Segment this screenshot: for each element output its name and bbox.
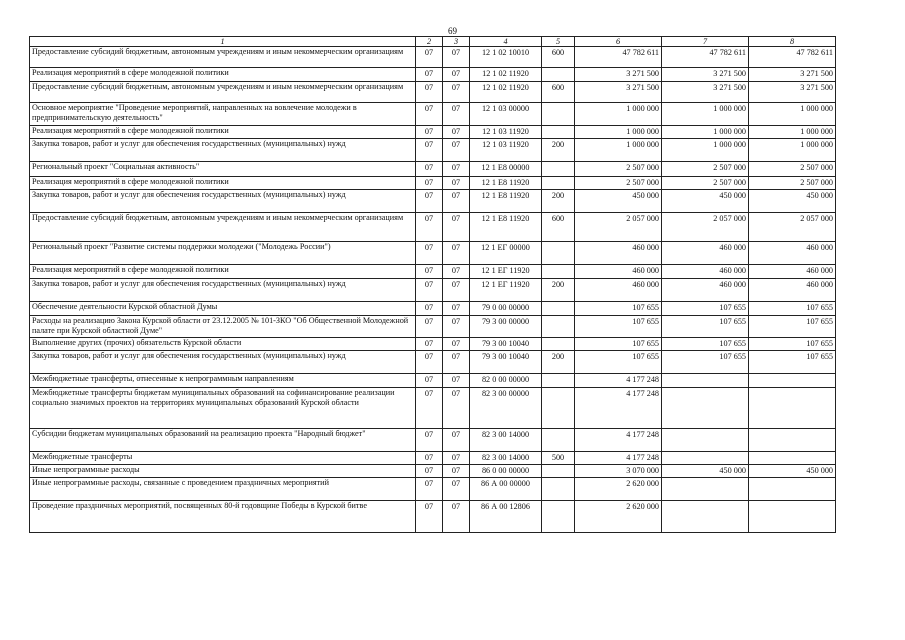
section-code-cell: 07 (416, 103, 443, 126)
column-number-row (30, 37, 836, 47)
target-article-cell: 12 1 E8 11920 (470, 213, 542, 242)
table-row (30, 374, 836, 388)
amount-2-cell: 107 655 (662, 316, 749, 338)
expense-type-cell (542, 265, 575, 279)
amount-2-cell (662, 429, 749, 452)
row-name-cell: Закупка товаров, работ и услуг для обеспечения государственных (муниципальных) нужд (30, 139, 416, 162)
row-name-cell: Реализация мероприятий в сфере молодежной политики (30, 177, 416, 190)
amount-2-cell: 107 655 (662, 338, 749, 351)
expense-type-cell (542, 177, 575, 190)
expense-type-cell (542, 374, 575, 388)
amount-1-cell: 2 507 000 (575, 162, 662, 177)
subsection-code-cell: 07 (443, 213, 470, 242)
expense-type-cell (542, 501, 575, 533)
table-row (30, 103, 836, 126)
subsection-code-cell: 07 (443, 68, 470, 82)
amount-3-cell (749, 501, 836, 533)
column-header: 8 (749, 37, 836, 47)
section-code-cell: 07 (416, 351, 443, 374)
budget-table (29, 36, 836, 533)
table-row (30, 177, 836, 190)
target-article-cell: 12 1 E8 00000 (470, 162, 542, 177)
amount-2-cell: 47 782 611 (662, 47, 749, 68)
amount-1-cell: 107 655 (575, 351, 662, 374)
row-name-cell: Закупка товаров, работ и услуг для обеспечения государственных (муниципальных) нужд (30, 190, 416, 213)
amount-1-cell: 4 177 248 (575, 452, 662, 465)
row-name-cell: Иные непрограммные расходы, связанные с проведением праздничных мероприятий (30, 478, 416, 501)
amount-3-cell: 107 655 (749, 351, 836, 374)
amount-2-cell: 2 507 000 (662, 162, 749, 177)
expense-type-cell (542, 388, 575, 429)
amount-2-cell (662, 452, 749, 465)
subsection-code-cell: 07 (443, 465, 470, 478)
amount-3-cell (749, 374, 836, 388)
amount-3-cell: 3 271 500 (749, 68, 836, 82)
subsection-code-cell: 07 (443, 351, 470, 374)
amount-1-cell: 1 000 000 (575, 126, 662, 139)
amount-3-cell (749, 478, 836, 501)
table-row (30, 139, 836, 162)
table-row (30, 465, 836, 478)
section-code-cell: 07 (416, 139, 443, 162)
target-article-cell: 79 3 00 10040 (470, 338, 542, 351)
section-code-cell: 07 (416, 177, 443, 190)
target-article-cell: 86 0 00 00000 (470, 465, 542, 478)
amount-2-cell: 2 057 000 (662, 213, 749, 242)
amount-2-cell: 107 655 (662, 302, 749, 316)
column-header: 7 (662, 37, 749, 47)
column-header: 1 (30, 37, 416, 47)
table-row (30, 242, 836, 265)
table-row (30, 162, 836, 177)
amount-2-cell: 107 655 (662, 351, 749, 374)
subsection-code-cell: 07 (443, 47, 470, 68)
row-name-cell: Межбюджетные трансферты, отнесенные к непрограммным направлениям (30, 374, 416, 388)
table-row (30, 351, 836, 374)
target-article-cell: 12 1 02 10010 (470, 47, 542, 68)
section-code-cell: 07 (416, 126, 443, 139)
expense-type-cell: 600 (542, 213, 575, 242)
expense-type-cell: 200 (542, 139, 575, 162)
target-article-cell: 12 1 03 11920 (470, 139, 542, 162)
amount-1-cell: 460 000 (575, 265, 662, 279)
amount-3-cell (749, 452, 836, 465)
amount-1-cell: 4 177 248 (575, 388, 662, 429)
amount-1-cell: 1 000 000 (575, 139, 662, 162)
table-row (30, 265, 836, 279)
amount-3-cell: 460 000 (749, 242, 836, 265)
section-code-cell: 07 (416, 47, 443, 68)
amount-2-cell: 2 507 000 (662, 177, 749, 190)
expense-type-cell (542, 126, 575, 139)
amount-1-cell: 107 655 (575, 302, 662, 316)
section-code-cell: 07 (416, 213, 443, 242)
amount-3-cell: 107 655 (749, 338, 836, 351)
row-name-cell: Проведение праздничных мероприятий, посвященных 80-й годовщине Победы в Курской битве (30, 501, 416, 533)
expense-type-cell: 600 (542, 47, 575, 68)
target-article-cell: 82 3 00 14000 (470, 452, 542, 465)
subsection-code-cell: 07 (443, 478, 470, 501)
expense-type-cell (542, 465, 575, 478)
amount-1-cell: 47 782 611 (575, 47, 662, 68)
target-article-cell: 82 3 00 00000 (470, 388, 542, 429)
subsection-code-cell: 07 (443, 279, 470, 302)
amount-2-cell: 1 000 000 (662, 139, 749, 162)
row-name-cell: Закупка товаров, работ и услуг для обеспечения государственных (муниципальных) нужд (30, 279, 416, 302)
expense-type-cell: 200 (542, 190, 575, 213)
table-row (30, 316, 836, 338)
target-article-cell: 82 3 00 14000 (470, 429, 542, 452)
expense-type-cell: 200 (542, 279, 575, 302)
amount-1-cell: 460 000 (575, 279, 662, 302)
amount-3-cell: 450 000 (749, 465, 836, 478)
subsection-code-cell: 07 (443, 316, 470, 338)
expense-type-cell (542, 103, 575, 126)
expense-type-cell (542, 68, 575, 82)
target-article-cell: 82 0 00 00000 (470, 374, 542, 388)
target-article-cell: 12 1 02 11920 (470, 68, 542, 82)
amount-2-cell: 1 000 000 (662, 126, 749, 139)
subsection-code-cell: 07 (443, 82, 470, 103)
section-code-cell: 07 (416, 68, 443, 82)
amount-1-cell: 3 271 500 (575, 82, 662, 103)
subsection-code-cell: 07 (443, 452, 470, 465)
section-code-cell: 07 (416, 452, 443, 465)
subsection-code-cell: 07 (443, 374, 470, 388)
subsection-code-cell: 07 (443, 265, 470, 279)
target-article-cell: 12 1 ЕГ 00000 (470, 242, 542, 265)
table-row (30, 478, 836, 501)
amount-1-cell: 3 070 000 (575, 465, 662, 478)
amount-3-cell (749, 388, 836, 429)
amount-2-cell: 3 271 500 (662, 82, 749, 103)
column-header: 5 (542, 37, 575, 47)
table-row (30, 82, 836, 103)
section-code-cell: 07 (416, 338, 443, 351)
subsection-code-cell: 07 (443, 190, 470, 213)
section-code-cell: 07 (416, 265, 443, 279)
amount-2-cell: 3 271 500 (662, 68, 749, 82)
amount-3-cell: 107 655 (749, 316, 836, 338)
expense-type-cell: 500 (542, 452, 575, 465)
expense-type-cell (542, 478, 575, 501)
column-header: 6 (575, 37, 662, 47)
section-code-cell: 07 (416, 388, 443, 429)
column-header: 3 (443, 37, 470, 47)
table-row (30, 302, 836, 316)
table-row (30, 213, 836, 242)
amount-1-cell: 3 271 500 (575, 68, 662, 82)
table-row (30, 68, 836, 82)
section-code-cell: 07 (416, 82, 443, 103)
section-code-cell: 07 (416, 429, 443, 452)
expense-type-cell (542, 302, 575, 316)
section-code-cell: 07 (416, 501, 443, 533)
target-article-cell: 12 1 ЕГ 11920 (470, 265, 542, 279)
expense-type-cell (542, 162, 575, 177)
table-row (30, 429, 836, 452)
subsection-code-cell: 07 (443, 242, 470, 265)
subsection-code-cell: 07 (443, 338, 470, 351)
amount-1-cell: 107 655 (575, 316, 662, 338)
amount-1-cell: 450 000 (575, 190, 662, 213)
page-number: 69 (448, 26, 457, 36)
row-name-cell: Реализация мероприятий в сфере молодежной политики (30, 68, 416, 82)
amount-1-cell: 2 620 000 (575, 501, 662, 533)
row-name-cell: Выполнение других (прочих) обязательств Курской области (30, 338, 416, 351)
subsection-code-cell: 07 (443, 139, 470, 162)
amount-1-cell: 4 177 248 (575, 374, 662, 388)
amount-2-cell: 450 000 (662, 190, 749, 213)
row-name-cell: Межбюджетные трансферты бюджетам муниципальных образований на софинансирование реализации социально значимых проектов на территориях муниципальных образований Курской области (30, 388, 416, 429)
table-row (30, 388, 836, 429)
subsection-code-cell: 07 (443, 388, 470, 429)
amount-2-cell (662, 388, 749, 429)
section-code-cell: 07 (416, 302, 443, 316)
amount-3-cell: 1 000 000 (749, 139, 836, 162)
subsection-code-cell: 07 (443, 162, 470, 177)
amount-3-cell: 460 000 (749, 279, 836, 302)
amount-3-cell: 3 271 500 (749, 82, 836, 103)
target-article-cell: 86 А 00 12806 (470, 501, 542, 533)
section-code-cell: 07 (416, 279, 443, 302)
target-article-cell: 12 1 03 00000 (470, 103, 542, 126)
target-article-cell: 12 1 02 11920 (470, 82, 542, 103)
subsection-code-cell: 07 (443, 501, 470, 533)
target-article-cell: 12 1 E8 11920 (470, 190, 542, 213)
row-name-cell: Основное мероприятие "Проведение мероприятий, направленных на вовлечение молодежи в предпринимательскую деятельность" (30, 103, 416, 126)
column-header: 2 (416, 37, 443, 47)
amount-2-cell: 460 000 (662, 242, 749, 265)
section-code-cell: 07 (416, 374, 443, 388)
expense-type-cell (542, 429, 575, 452)
amount-2-cell: 460 000 (662, 265, 749, 279)
row-name-cell: Предоставление субсидий бюджетным, автономным учреждениям и иным некоммерческим организациям (30, 82, 416, 103)
section-code-cell: 07 (416, 242, 443, 265)
amount-3-cell: 460 000 (749, 265, 836, 279)
row-name-cell: Региональный проект "Развитие системы поддержки молодежи ("Молодежь России") (30, 242, 416, 265)
expense-type-cell (542, 242, 575, 265)
row-name-cell: Иные непрограммные расходы (30, 465, 416, 478)
subsection-code-cell: 07 (443, 177, 470, 190)
amount-3-cell: 47 782 611 (749, 47, 836, 68)
subsection-code-cell: 07 (443, 429, 470, 452)
target-article-cell: 12 1 E8 11920 (470, 177, 542, 190)
amount-3-cell: 2 507 000 (749, 177, 836, 190)
row-name-cell: Региональный проект "Социальная активность" (30, 162, 416, 177)
amount-3-cell: 107 655 (749, 302, 836, 316)
table-row (30, 338, 836, 351)
table-row (30, 47, 836, 68)
amount-2-cell (662, 478, 749, 501)
amount-2-cell (662, 374, 749, 388)
row-name-cell: Реализация мероприятий в сфере молодежной политики (30, 265, 416, 279)
target-article-cell: 79 3 00 10040 (470, 351, 542, 374)
table-row (30, 452, 836, 465)
amount-2-cell: 460 000 (662, 279, 749, 302)
row-name-cell: Предоставление субсидий бюджетным, автономным учреждениям и иным некоммерческим организациям (30, 47, 416, 68)
table-row (30, 190, 836, 213)
section-code-cell: 07 (416, 162, 443, 177)
table-row (30, 279, 836, 302)
table-row (30, 126, 836, 139)
amount-1-cell: 2 507 000 (575, 177, 662, 190)
amount-3-cell: 1 000 000 (749, 126, 836, 139)
subsection-code-cell: 07 (443, 126, 470, 139)
row-name-cell: Закупка товаров, работ и услуг для обеспечения государственных (муниципальных) нужд (30, 351, 416, 374)
amount-1-cell: 2 057 000 (575, 213, 662, 242)
section-code-cell: 07 (416, 316, 443, 338)
amount-3-cell: 2 507 000 (749, 162, 836, 177)
row-name-cell: Предоставление субсидий бюджетным, автономным учреждениям и иным некоммерческим организациям (30, 213, 416, 242)
amount-2-cell (662, 501, 749, 533)
target-article-cell: 12 1 ЕГ 11920 (470, 279, 542, 302)
target-article-cell: 79 3 00 00000 (470, 316, 542, 338)
row-name-cell: Субсидии бюджетам муниципальных образований на реализацию проекта "Народный бюджет" (30, 429, 416, 452)
subsection-code-cell: 07 (443, 103, 470, 126)
table-body (30, 47, 836, 533)
row-name-cell: Расходы на реализацию Закона Курской области от 23.12.2005 № 101-ЗКО "Об Общественной Молодежной палате при Курской областной Думе" (30, 316, 416, 338)
subsection-code-cell: 07 (443, 302, 470, 316)
section-code-cell: 07 (416, 190, 443, 213)
amount-1-cell: 4 177 248 (575, 429, 662, 452)
amount-3-cell: 1 000 000 (749, 103, 836, 126)
target-article-cell: 86 А 00 00000 (470, 478, 542, 501)
expense-type-cell: 600 (542, 82, 575, 103)
row-name-cell: Обеспечение деятельности Курской областной Думы (30, 302, 416, 316)
amount-3-cell (749, 429, 836, 452)
expense-type-cell (542, 338, 575, 351)
expense-type-cell (542, 316, 575, 338)
amount-3-cell: 450 000 (749, 190, 836, 213)
amount-3-cell: 2 057 000 (749, 213, 836, 242)
target-article-cell: 79 0 00 00000 (470, 302, 542, 316)
amount-1-cell: 1 000 000 (575, 103, 662, 126)
row-name-cell: Реализация мероприятий в сфере молодежной политики (30, 126, 416, 139)
amount-1-cell: 107 655 (575, 338, 662, 351)
section-code-cell: 07 (416, 465, 443, 478)
expense-type-cell: 200 (542, 351, 575, 374)
section-code-cell: 07 (416, 478, 443, 501)
amount-1-cell: 2 620 000 (575, 478, 662, 501)
column-header: 4 (470, 37, 542, 47)
row-name-cell: Межбюджетные трансферты (30, 452, 416, 465)
table-row (30, 501, 836, 533)
amount-1-cell: 460 000 (575, 242, 662, 265)
amount-2-cell: 450 000 (662, 465, 749, 478)
target-article-cell: 12 1 03 11920 (470, 126, 542, 139)
amount-2-cell: 1 000 000 (662, 103, 749, 126)
